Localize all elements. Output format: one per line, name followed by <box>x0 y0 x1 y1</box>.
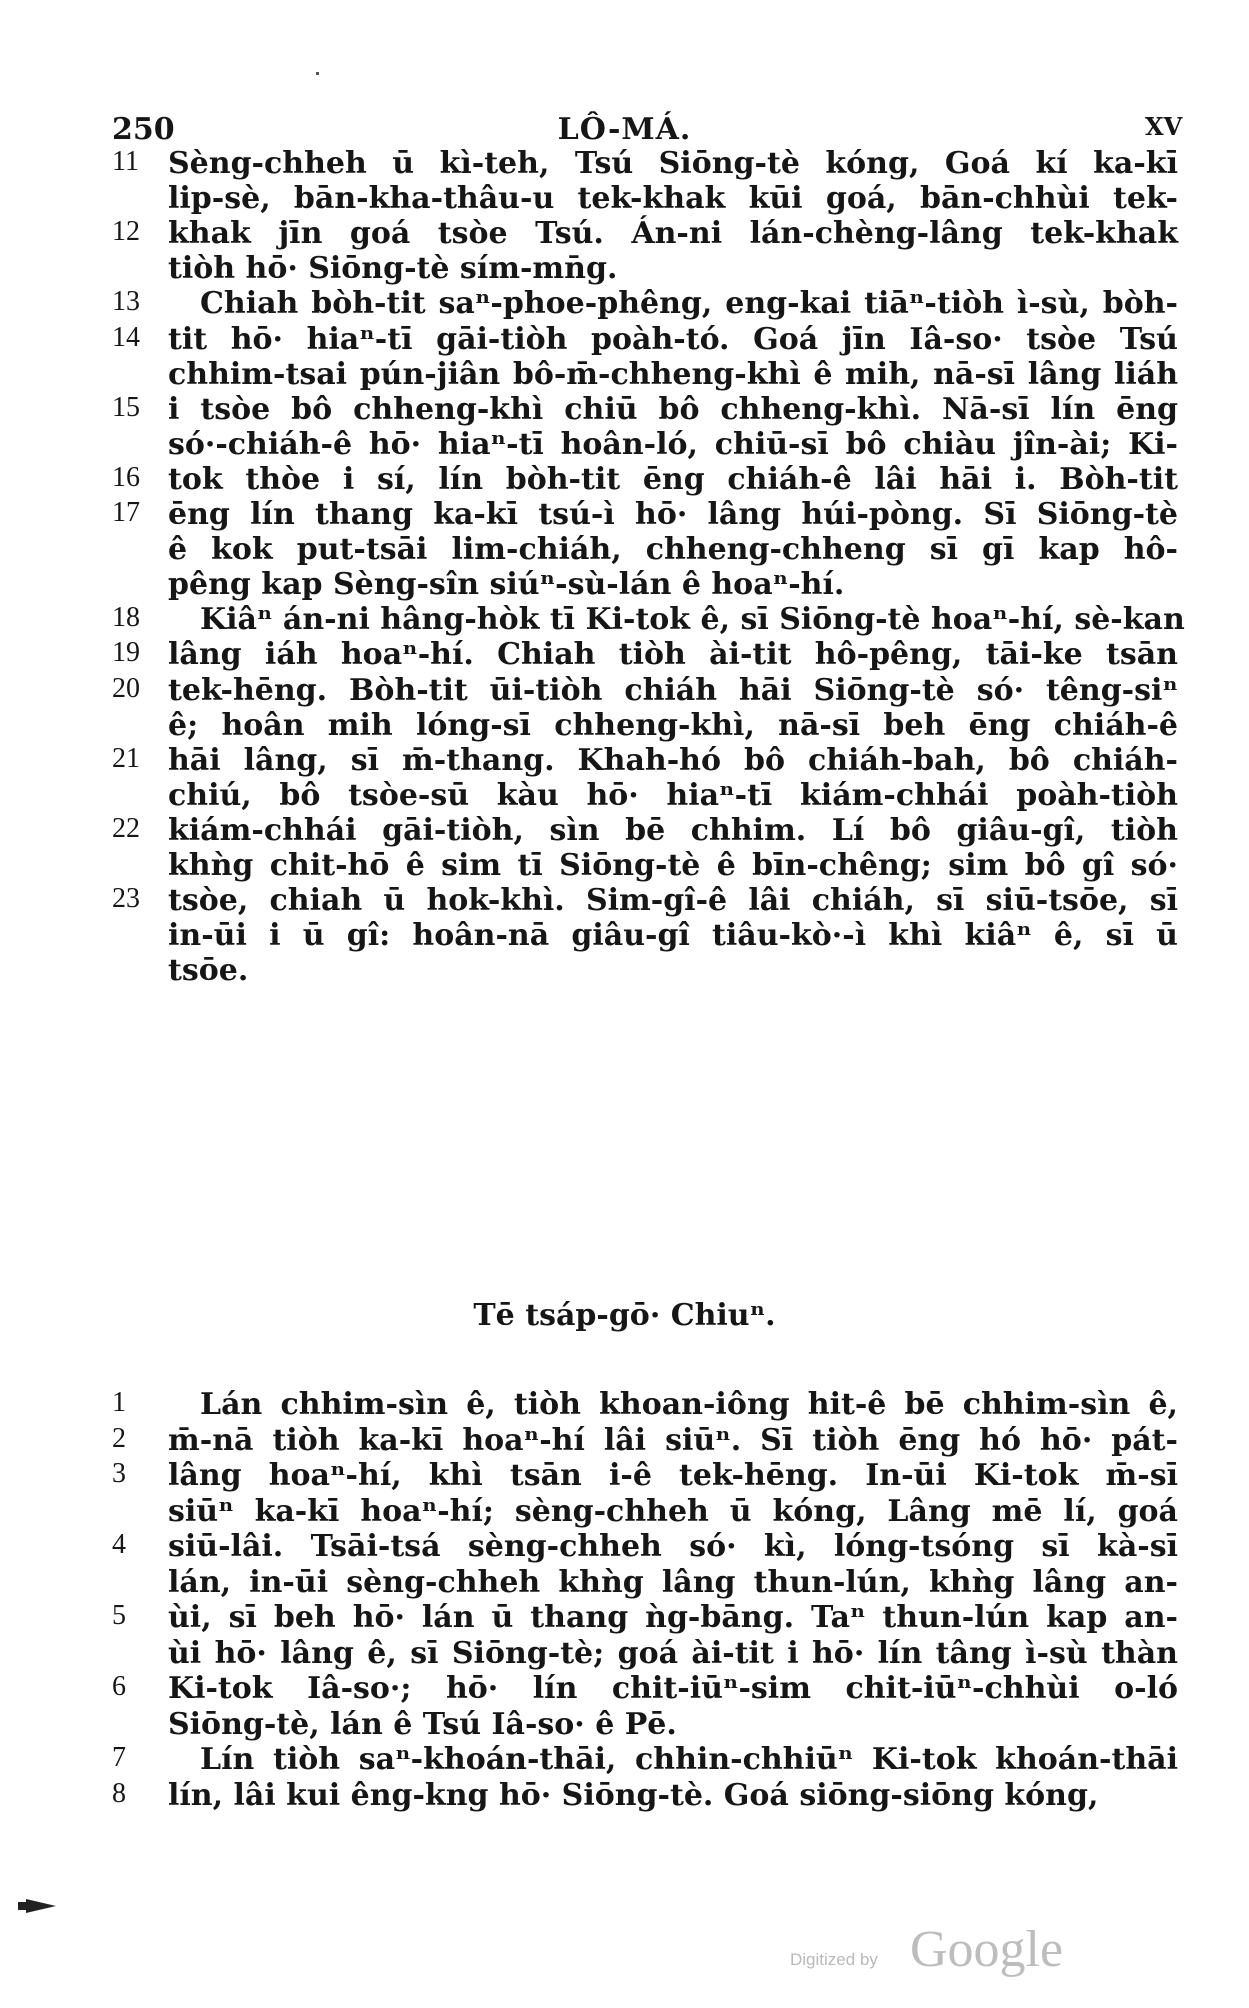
verse-text: m̄-nā tiòh ka-kī hoaⁿ-hí lâi siūⁿ. Sī tiòh ēng hó hō· pát- <box>168 1422 1178 1458</box>
verse-number: 20 <box>112 672 140 704</box>
verse-text: Lán chhim-sìn ê, tiòh khoan-iông hit-ê bē chhim-sìn ê, <box>200 1387 1178 1422</box>
verse-text: kiám-chhái gāi-tiòh, sìn bē chhim. Lí bô giâu-gî, tiòh <box>168 812 1178 848</box>
verse-text: tsōe. <box>168 953 249 989</box>
verse-text: Sèng-chheh ū kì-teh, Tsú Siōng-tè kóng, Goá kí ka-kī <box>168 146 1178 181</box>
verse-number: 2 <box>112 1422 126 1454</box>
verse-text: Chiah bòh-tit saⁿ-phoe-phêng, eng-kai tiāⁿ-tiòh ì-sù, bòh- <box>200 286 1178 322</box>
verse-text: tok thòe i sí, lín bòh-tit ēng chiáh-ê lâi hāi i. Bòh-tit <box>168 461 1178 497</box>
watermark-small-text: Digitized by <box>790 1950 878 1969</box>
verse-number: 22 <box>112 812 140 844</box>
verse-text: Lín tiòh saⁿ-khoán-thāi, chhin-chhiūⁿ Ki-tok khoán-thāi <box>200 1742 1178 1777</box>
verse-text: ê kok put-tsāi lim-chiáh, chheng-chheng sī gī kap hô- <box>168 532 1178 568</box>
chapter-number: XV <box>1145 112 1183 141</box>
verse-text: chhim-tsai pún-jiân bô-m̄-chheng-khì ê mih, nā-sī lâng liáh <box>168 356 1178 392</box>
verse-text: lâng iáh hoaⁿ-hí. Chiah tiòh ài-tit hô-pêng, tāi-ke tsān <box>168 637 1178 673</box>
verse-number: 13 <box>112 286 140 318</box>
page-speck <box>316 72 319 75</box>
verse-text: lán, in-ūi sèng-chheh khǹg lâng thun-lún, khǹg lâng an- <box>168 1564 1178 1600</box>
verse-number: 1 <box>112 1387 126 1418</box>
verse-number: 23 <box>112 883 140 915</box>
verse-text: in-ūi i ū gî: hoân-nā giâu-gî tiâu-kò·-ì khì kiâⁿ ê, sī ū <box>168 918 1178 954</box>
verse-text: siū-lâi. Tsāi-tsá sèng-chheh só· kì, lóng-tsóng sī kà-sī <box>168 1529 1178 1564</box>
verse-text: khǹg chit-hō ê sim tī Siōng-tè ê bīn-chêng; sim bô gî só· <box>168 848 1178 883</box>
verse-number: 5 <box>112 1600 126 1631</box>
page-number: 250 <box>112 112 175 147</box>
verse-text: khak jīn goá tsòe Tsú. Án-ni lán-chèng-lâng tek-khak <box>168 216 1178 252</box>
verse-number: 18 <box>112 602 140 634</box>
verse-text: só·-chiáh-ê hō· hiaⁿ-tī hoân-ló, chiū-sī bô chiàu jîn-ài; Ki- <box>168 426 1178 462</box>
verse-number: 17 <box>112 497 140 528</box>
margin-arrow-icon <box>26 1899 56 1913</box>
verse-number: 21 <box>112 742 140 774</box>
verse-number: 12 <box>112 216 140 248</box>
verse-number: 19 <box>112 637 140 669</box>
verse-number: 8 <box>112 1777 126 1809</box>
verse-text: lâng hoaⁿ-hí, khì tsān i-ê tek-hēng. In-ūi Ki-tok m̄-sī <box>168 1458 1178 1493</box>
watermark-logo-text: Google <box>910 1921 1064 1978</box>
verse-number: 3 <box>112 1458 126 1489</box>
verse-text: Kiâⁿ án-ni hâng-hòk tī Ki-tok ê, sī Siōng-tè hoaⁿ-hí, sè-kan <box>200 602 1185 638</box>
verse-text: tit hō· hiaⁿ-tī gāi-tiòh poàh-tó. Goá jīn Iâ-so· tsòe Tsú <box>168 321 1178 357</box>
chapter-heading: Tē tsáp-gō· Chiuⁿ. <box>473 1298 776 1333</box>
text-line <box>0 1776 1249 1820</box>
google-watermark <box>790 1920 1090 1990</box>
verse-number: 14 <box>112 321 140 353</box>
verse-text: lín, lâi kui êng-kng hō· Siōng-tè. Goá siōng-siōng kóng, <box>168 1777 1099 1813</box>
verse-text: Ki-tok Iâ-so·; hō· lín chit-iūⁿ-sim chit-iūⁿ-chhùi o-ló <box>168 1671 1178 1706</box>
verse-number: 11 <box>112 146 139 177</box>
verse-number: 4 <box>112 1529 126 1560</box>
verse-number: 6 <box>112 1671 126 1702</box>
verse-text: ēng lín thang ka-kī tsú-ì hō· lâng húi-pòng. Sī Siōng-tè <box>168 497 1178 532</box>
text-line <box>0 951 1249 995</box>
verse-text: ê; hoân mih lóng-sī chheng-khì, nā-sī beh ēng chiáh-ê <box>168 707 1178 743</box>
verse-text: pêng kap Sèng-sîn siúⁿ-sù-lán ê hoaⁿ-hí. <box>168 567 845 603</box>
verse-number: 16 <box>112 461 140 493</box>
verse-number: 15 <box>112 391 140 423</box>
verse-text: tek-hēng. Bòh-tit ūi-tiòh chiáh hāi Siōng-tè só· têng-siⁿ <box>168 672 1178 708</box>
verse-text: ùi, sī beh hō· lán ū thang ǹg-bāng. Taⁿ thun-lún kap an- <box>168 1600 1178 1635</box>
verse-text: Siōng-tè, lán ê Tsú Iâ-so· ê Pē. <box>168 1706 677 1742</box>
verse-text: hāi lâng, sī m̄-thang. Khah-hó bô chiáh-bah, bô chiáh- <box>168 742 1178 778</box>
verse-text: tiòh hō· Siōng-tè sím-mn̄g. <box>168 251 618 287</box>
verse-text: i tsòe bô chheng-khì chiū bô chheng-khì. Nā-sī lín ēng <box>168 391 1178 427</box>
verse-text: lip-sè, bān-kha-thâu-u tek-khak kūi goá, bān-chhùi tek- <box>168 181 1178 217</box>
verse-text: ùi hō· lâng ê, sī Siōng-tè; goá ài-tit i hō· lín tâng ì-sù thàn <box>168 1635 1178 1671</box>
verse-text: chiú, bô tsòe-sū kàu hō· hiaⁿ-tī kiám-chhái poàh-tiòh <box>168 777 1178 813</box>
verse-text: tsòe, chiah ū hok-khì. Sim-gî-ê lâi chiáh, sī siū-tsōe, sī <box>168 883 1178 919</box>
verse-number: 7 <box>112 1742 126 1773</box>
book-title: LÔ-MÁ. <box>557 112 692 147</box>
verse-text: siūⁿ ka-kī hoaⁿ-hí; sèng-chheh ū kóng, Lâng mē lí, goá <box>168 1493 1178 1529</box>
